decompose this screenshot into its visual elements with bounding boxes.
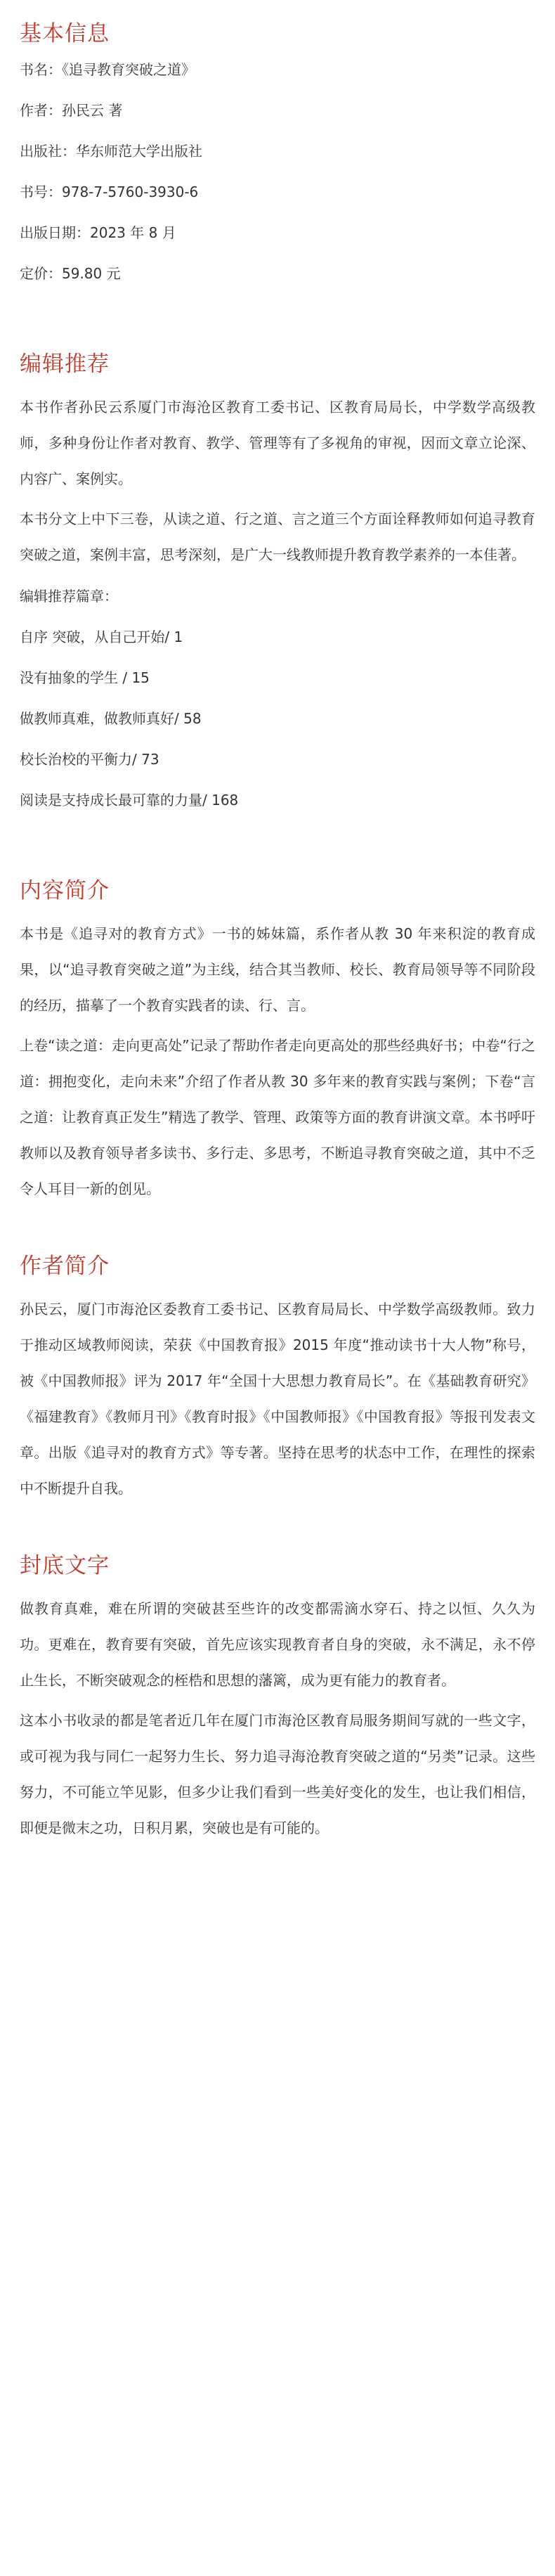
author-intro-title: 作者简介 (20, 1254, 110, 1279)
content-intro-paragraph: 本书是《追寻对的教育方式》一书的姊妹篇，系作者从教 30 年来积淀的教育成果，以“追寻教育突破之道”为主线，结合其当教师、校长、教育局领导等不同阶段的经历，描摹了一个教育实践者的读、行、言。 (20, 925, 535, 1014)
chapter-list-heading: 编辑推荐篇章： (20, 588, 118, 605)
basic-info-title: 基本信息 (20, 21, 110, 46)
editor-recommend-title: 编辑推荐 (20, 352, 110, 377)
chapter-item: 做教师真难，做教师真好/ 58 (20, 710, 202, 727)
author-intro-paragraph: 孙民云，厦门市海沧区委教育工委书记、区教育局局长、中学数学高级教师。致力于推动区域教师阅读，荣获《中国教育报》2015 年度“推动读书十大人物”称号，被《中国教师报》评为 2017 年“全国十大思想力教育局长”。在《基础教育研究》《福建教育》《教师月刊》《教育时报》《中国教师报》《中国教育报》等报刊发表文章。出版《追寻对的教育方式》等专著。坚持在思考的状态中工作，在理性的探索中不断提升自我。 (20, 1301, 535, 1497)
section-spacer (20, 1511, 535, 1550)
content-intro-section (20, 875, 535, 1207)
chapter-item: 自序 突破，从自己开始/ 1 (20, 629, 183, 645)
editor-recommend-section (20, 349, 535, 811)
back-cover-paragraph: 做教育真难，难在所谓的突破甚至些许的改变都需滴水穿石、持之以恒、久久为功。更难在，教育要有突破，首先应该实现教育者自身的突破，永不满足，永不停止生长，不断突破观念的桎梏和思想的藩篱，成为更有能力的教育者。 (20, 1600, 535, 1689)
section-spacer (20, 830, 535, 875)
chapter-item: 阅读是支持成长最可靠的力量/ 168 (20, 792, 239, 809)
section-spacer (20, 1211, 535, 1251)
chapter-item: 没有抽象的学生 / 15 (20, 669, 150, 686)
editor-recommend-paragraph: 本书作者孙民云系厦门市海沧区教育工委书记、区教育局局长，中学数学高级教师，多种身份让作者对教育、教学、管理等有了多视角的审视，因而文章立论深、内容广、案例实。 (20, 399, 535, 487)
section-spacer (20, 304, 535, 349)
back-cover-paragraph: 这本小书收录的都是笔者近几年在厦门市海沧区教育局服务期间写就的一些文字，或可视为我与同仁一起努力生长、努力追寻海沧教育突破之道的“另类”记录。这些努力，不可能立竿见影，但多少让我们看到一些美好变化的发生，也让我们相信，即便是微末之功，日积月累，突破也是有可能的。 (20, 1712, 535, 1836)
basic-info-section (20, 18, 535, 284)
editor-recommend-paragraph: 本书分文上中下三卷，从读之道、行之道、言之道三个方面诠释教师如何追寻教育突破之道，案例丰富，思考深刻，是广大一线教师提升教育教学素养的一本佳著。 (20, 510, 535, 563)
back-cover-title: 封底文字 (20, 1553, 110, 1578)
publish-date-line: 出版日期：2023 年 8 月 (20, 224, 176, 241)
author-line: 作者：孙民云 著 (20, 102, 123, 119)
content-intro-title: 内容简介 (20, 878, 110, 903)
isbn-line: 书号：978-7-5760-3930-6 (20, 183, 199, 200)
back-cover-section (20, 1550, 535, 1846)
author-intro-section (20, 1251, 535, 1507)
price-line: 定价：59.80 元 (20, 265, 121, 282)
publisher-line: 出版社：华东师范大学出版社 (20, 143, 202, 160)
chapter-item: 校长治校的平衡力/ 73 (20, 751, 159, 768)
book-name: 书名：《追寻教育突破之道》 (20, 61, 195, 78)
content-intro-paragraph: 上卷“读之道：走向更高处”记录了帮助作者走向更高处的那些经典好书；中卷“行之道：拥抱变化，走向未来”介绍了作者从教 30 多年来的教育实践与案例；下卷“言之道：让教育真正发生”精选了教学、管理、政策等方面的教育讲演文章。本书呼吁教师以及教育领导者多读书、多行走、多思考，不断追寻教育突破之道，其中不乏令人耳目一新的创见。 (20, 1037, 535, 1197)
